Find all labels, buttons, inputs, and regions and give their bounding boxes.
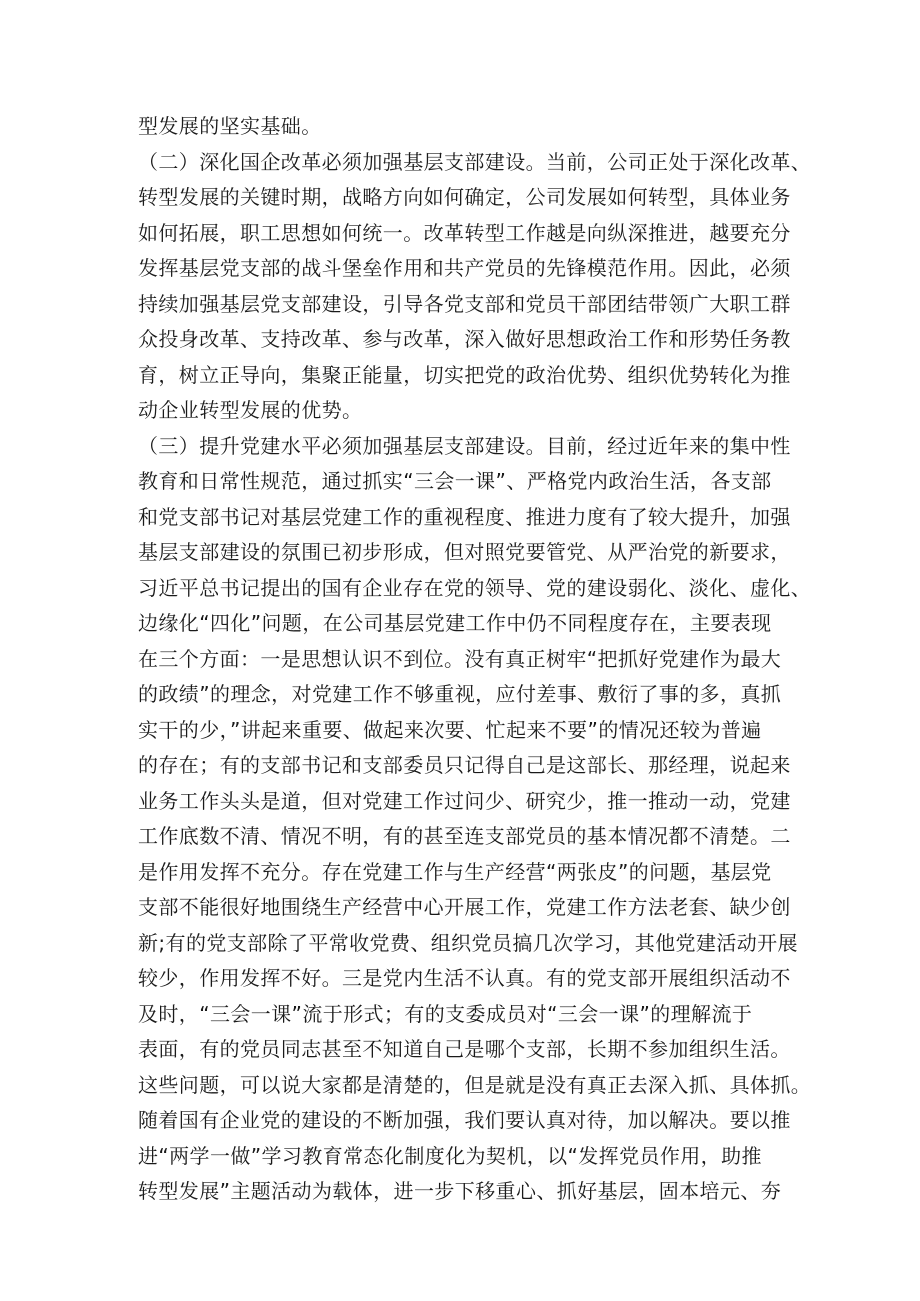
section-3-heading-line: （三）提升党建水平必须加强基层支部建设。目前，经过近年来的集中性	[138, 433, 791, 458]
text-line: 是作用发挥不充分。存在党建工作与生产经营“两张皮”的问题，基层党	[138, 859, 772, 884]
text-line: 表面，有的党员同志甚至不知道自己是哪个支部，长期不参加组织生活。	[138, 1037, 791, 1061]
text-line: 及时，“三会一课”流于形式；有的支委成员对“三会一课”的理解流于	[138, 1001, 753, 1026]
text-line: 的存在；有的支部书记和支部委员只记得自己是这部长、那经理，说起来	[138, 753, 791, 777]
text-line: 随着国有企业党的建设的不断加强，我们要认真对待，加以解决。要以推	[138, 1108, 791, 1132]
text-line: 众投身改革、支持改革、参与改革，深入做好思想政治工作和形势任务教	[138, 327, 791, 351]
text-line: 在三个方面：一是思想认识不到位。没有真正树牢“把抓好党建作为最大	[138, 646, 782, 671]
document-body	[138, 109, 812, 1210]
text-line: 的政绩”的理念，对党建工作不够重视，应付差事、敷衍了事的多，真抓	[138, 682, 782, 706]
text-line: 如何拓展，职工思想如何统一。改革转型工作越是向纵深推进，越要充分	[138, 220, 791, 245]
text-line: 基层支部建设的氛围已初步形成，但对照党要管党、从严治党的新要求，	[138, 540, 791, 564]
text-line: 转型发展”主题活动为载体，进一步下移重心、抓好基层，固本培元、夯	[138, 1179, 782, 1203]
text-line: 发挥基层党支部的战斗堡垒作用和共产党员的先锋模范作用。因此，必须	[138, 256, 791, 280]
section-2-heading-line: （二）深化国企改革必须加强基层支部建设。当前，公司正处于深化改革、	[138, 149, 812, 174]
text-line: 较少，作用发挥不好。三是党内生活不认真。有的党支部开展组织活动不	[138, 966, 791, 990]
text-line: 型发展的坚实基础。	[138, 114, 322, 138]
text-line: 工作底数不清、情况不明，有的甚至连支部党员的基本情况都不清楚。二	[138, 824, 791, 848]
text-line: 业务工作头头是道，但对党建工作过问少、研究少，推一推动一动，党建	[138, 788, 791, 813]
text-line: 习近平总书记提出的国有企业存在党的领导、党的建设弱化、淡化、虚化、	[138, 575, 812, 600]
text-line: 动企业转型发展的优势。	[138, 398, 363, 422]
text-line: 和党支部书记对基层党建工作的重视程度、推进力度有了较大提升，加强	[138, 504, 791, 529]
text-line: 持续加强基层党支部建设，引导各党支部和党员干部团结带领广大职工群	[138, 291, 791, 316]
text-line: 边缘化“四化”问题，在公司基层党建工作中仍不同程度存在，主要表现	[138, 611, 772, 635]
text-line: 这些问题，可以说大家都是清楚的，但是就是没有真正去深入抓、具体抓。	[138, 1072, 812, 1097]
text-line: 教育和日常性规范，通过抓实“三会一课”、严格党内政治生活，各支部	[138, 469, 772, 493]
text-line: 进“两学一做”学习教育常态化制度化为契机，以“发挥党员作用，助推	[138, 1143, 762, 1168]
text-line: 育，树立正导向，集聚正能量，切实把党的政治优势、组织优势转化为推	[138, 362, 791, 387]
text-line: 新;有的党支部除了平常收党费、组织党员搞几次学习，其他党建活动开展	[138, 930, 798, 955]
text-line: 实干的少，”讲起来重要、做起来次要、忙起来不要”的情况还较为普遍	[138, 717, 762, 742]
text-line: 转型发展的关键时期，战略方向如何确定，公司发展如何转型，具体业务	[138, 185, 791, 209]
text-line: 支部不能很好地围绕生产经营中心开展工作，党建工作方法老套、缺少创	[138, 895, 791, 919]
